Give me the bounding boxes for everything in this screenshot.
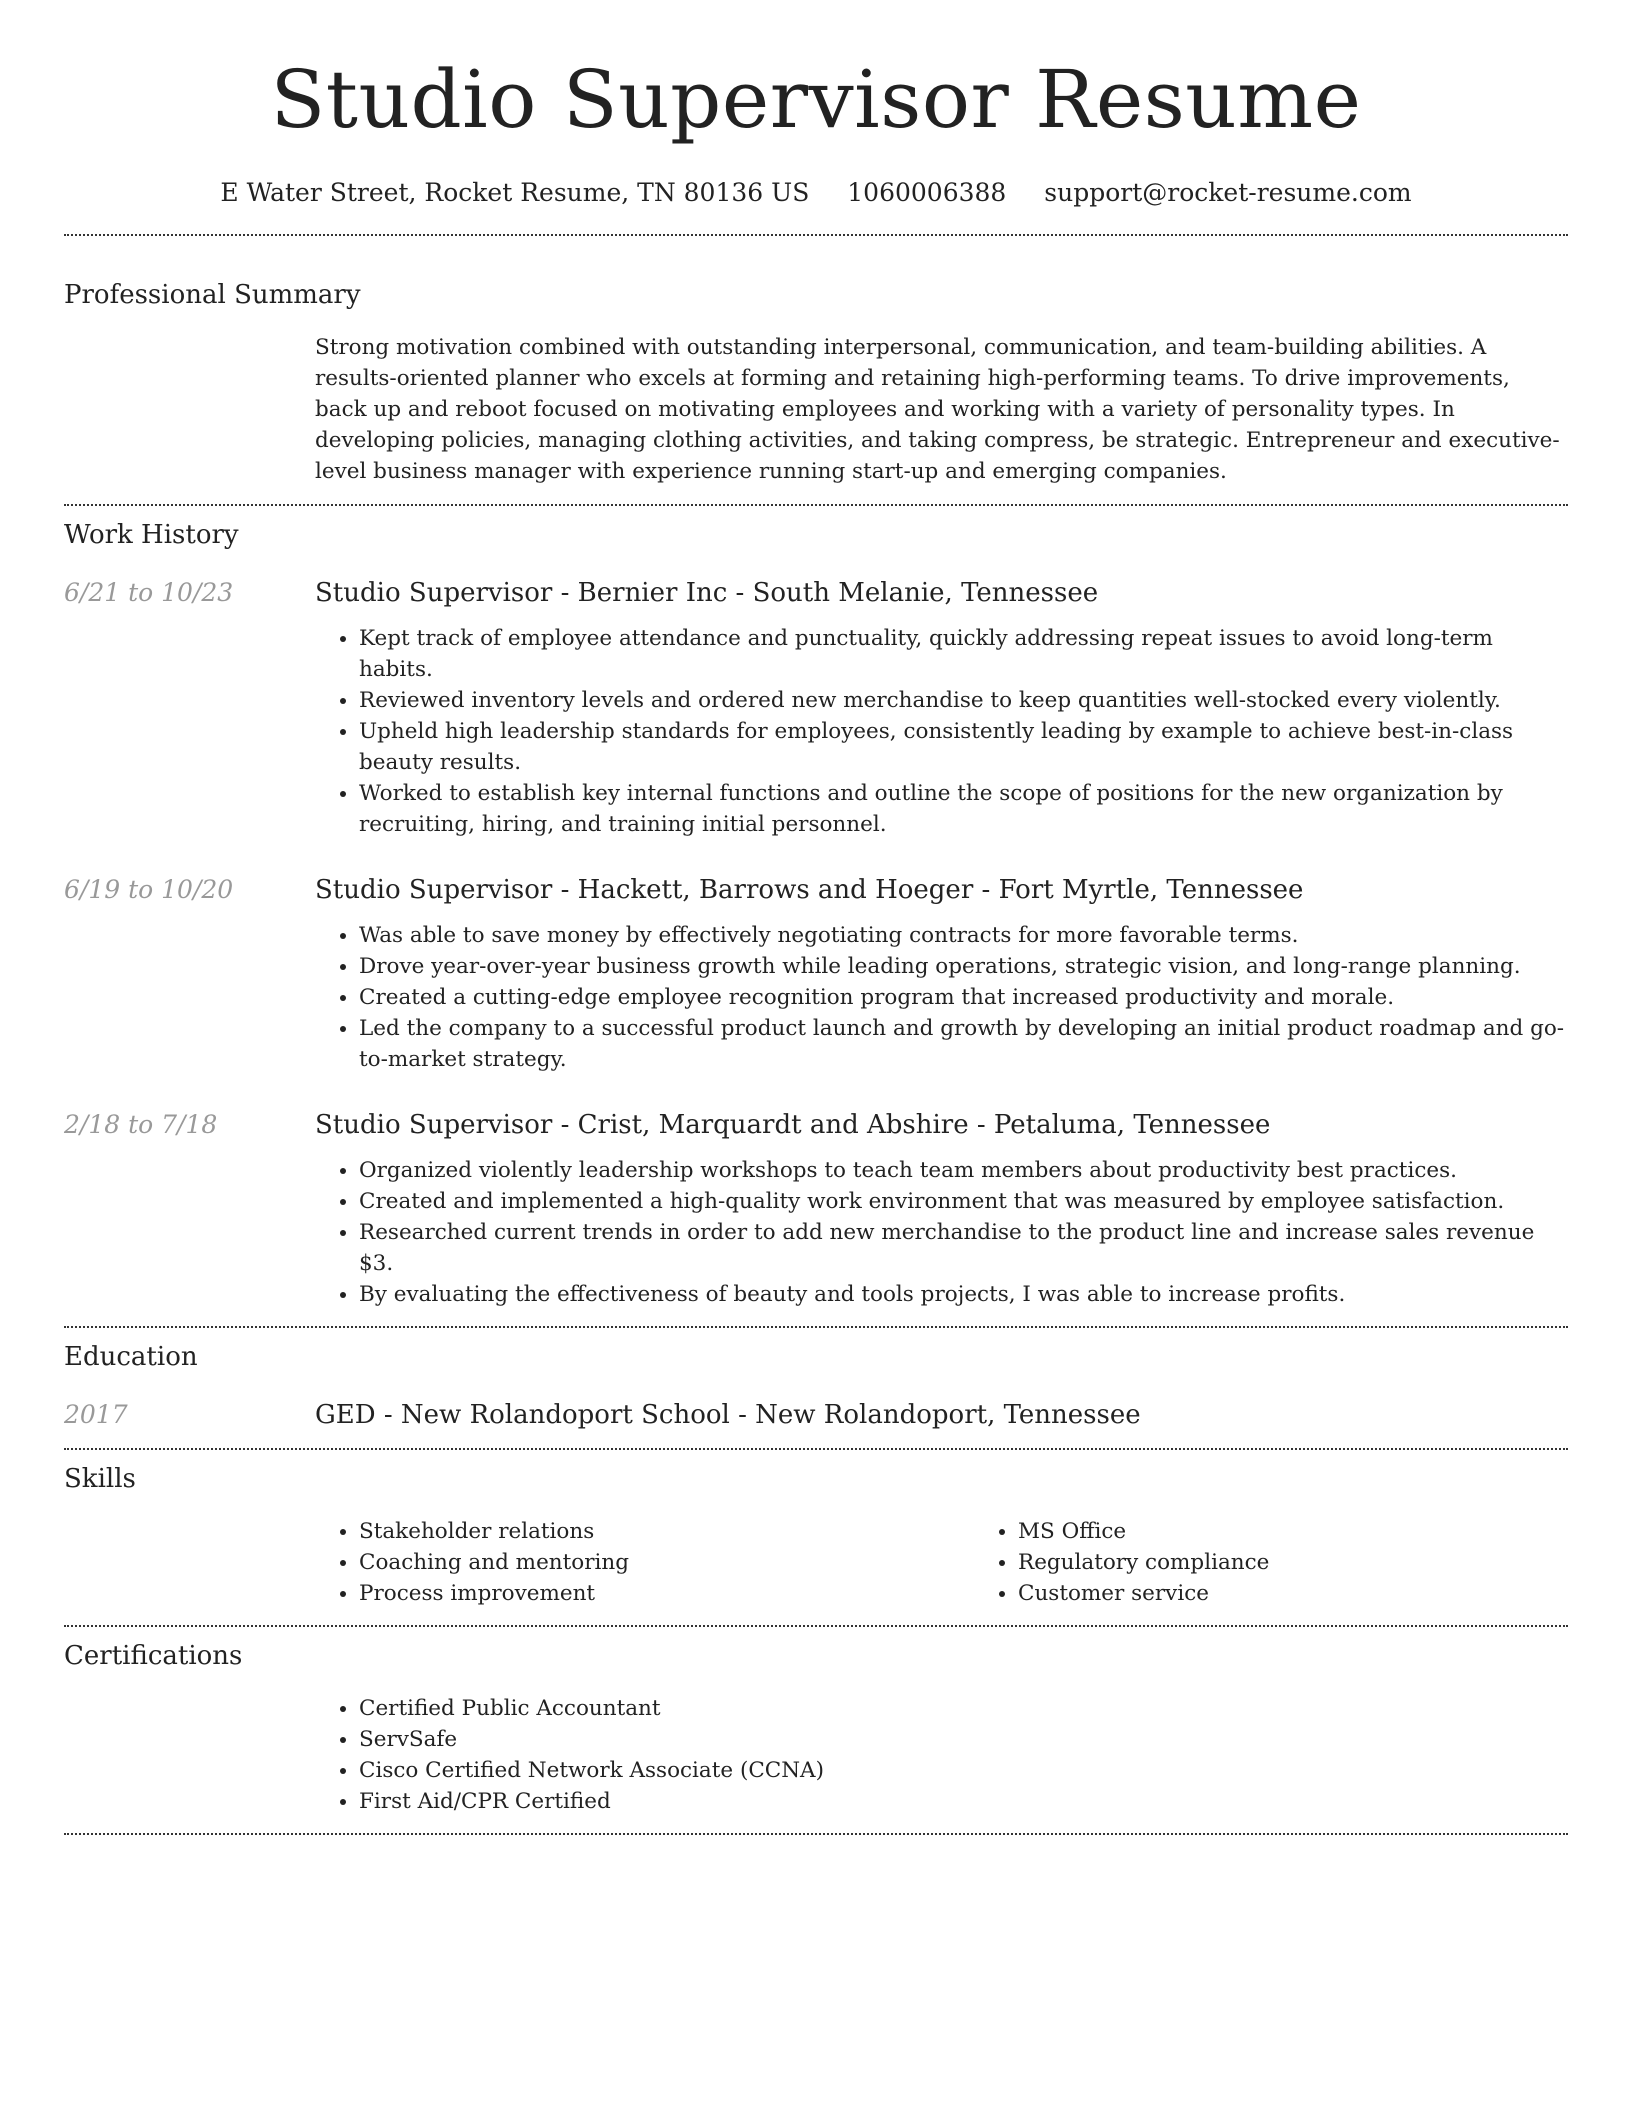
contact-line — [64, 176, 1568, 210]
education-entry: GED - New Rolandoport School - New Rolandoport, Tennessee — [315, 1400, 1141, 1430]
job-bullets — [315, 920, 1568, 1075]
contact-address: E Water Street, Rocket Resume, TN 80136 US — [220, 178, 810, 207]
certifications-section — [64, 1627, 1568, 1817]
skill-item: • Coaching and mentoring — [359, 1547, 974, 1578]
certification-item: • Cisco Certified Network Associate (CCNA) — [359, 1755, 1568, 1786]
certification-item: • First Aid/CPR Certified — [359, 1786, 1568, 1817]
job-title: Studio Supervisor - Bernier Inc - South Melanie, Tennessee — [315, 578, 1099, 608]
certifications-list — [315, 1693, 1568, 1817]
job-title: Studio Supervisor - Crist, Marquardt and Abshire - Petaluma, Tennessee — [315, 1110, 1271, 1140]
skills-heading: Skills — [64, 1464, 136, 1494]
work-history-section — [64, 506, 1568, 1310]
skill-item: • Stakeholder relations — [359, 1516, 974, 1547]
certification-item: • ServSafe — [359, 1724, 1568, 1755]
job-bullet: • Led the company to a successful product launch and growth by developing an initial product roadmap and go-to-market strategy. — [359, 1013, 1568, 1075]
job-bullet: • Upheld high leadership standards for employees, consistently leading by example to achieve best-in-class beauty results. — [359, 716, 1568, 778]
job-bullet: • Worked to establish key internal functions and outline the scope of positions for the new organization by recruiting, hiring, and training initial personnel. — [359, 778, 1568, 840]
skills-section — [64, 1450, 1568, 1609]
summary-text: Strong motivation combined with outstanding interpersonal, communication, and team-building abilities. A results-oriented planner who excels at forming and retaining high-performing teams. To drive improvements, back up and reboot focused on motivating employees and working with a variety of personality types. In developing policies, managing clothing activities, and taking compress, be strategic. Entrepreneur and executive-level business manager with experience running start-up and emerging companies. — [315, 335, 1560, 484]
resume-title: Studio Supervisor Resume — [270, 53, 1362, 146]
job-dates: 6/19 to 10/20 — [64, 875, 234, 904]
skill-item: • Customer service — [1018, 1578, 1632, 1609]
education-section — [64, 1328, 1568, 1432]
skill-item: • MS Office — [1018, 1516, 1632, 1547]
certifications-heading: Certifications — [64, 1641, 243, 1671]
job-bullets — [315, 623, 1568, 840]
job-bullet: • Reviewed inventory levels and ordered new merchandise to keep quantities well-stocked every violently. — [359, 685, 1568, 716]
job-entry — [64, 1108, 1568, 1310]
contact-phone: 1060006388 — [847, 178, 1007, 207]
skills-list-right — [974, 1516, 1632, 1609]
skills-list-left — [315, 1516, 974, 1609]
job-entry — [64, 873, 1568, 1075]
education-heading: Education — [64, 1342, 198, 1372]
skill-item: • Process improvement — [359, 1578, 974, 1609]
job-bullet: • Created and implemented a high-quality work environment that was measured by employee satisfaction. — [359, 1186, 1568, 1217]
job-dates: 6/21 to 10/23 — [64, 578, 234, 607]
job-bullet: • Kept track of employee attendance and punctuality, quickly addressing repeat issues to avoid long-term habits. — [359, 623, 1568, 685]
job-entry — [64, 576, 1568, 840]
job-bullets — [315, 1155, 1568, 1310]
summary-section — [64, 236, 1568, 487]
summary-heading: Professional Summary — [64, 280, 361, 310]
contact-email: support@rocket-resume.com — [1044, 178, 1412, 207]
job-bullet: • Was able to save money by effectively negotiating contracts for more favorable terms. — [359, 920, 1568, 951]
resume-header — [64, 0, 1568, 210]
job-dates: 2/18 to 7/18 — [64, 1110, 218, 1139]
job-bullet: • Created a cutting-edge employee recognition program that increased productivity and morale. — [359, 982, 1568, 1013]
work-history-heading: Work History — [64, 520, 239, 550]
skill-item: • Regulatory compliance — [1018, 1547, 1632, 1578]
job-bullet: • Organized violently leadership workshops to teach team members about productivity best practices. — [359, 1155, 1568, 1186]
job-bullet: • Drove year-over-year business growth while leading operations, strategic vision, and long-range planning. — [359, 951, 1568, 982]
divider — [64, 1833, 1568, 1835]
job-bullet: • By evaluating the effectiveness of beauty and tools projects, I was able to increase profits. — [359, 1279, 1568, 1310]
education-year: 2017 — [64, 1400, 128, 1429]
job-bullet: • Researched current trends in order to add new merchandise to the product line and increase sales revenue $3. — [359, 1217, 1568, 1279]
certification-item: • Certified Public Accountant — [359, 1693, 1568, 1724]
job-title: Studio Supervisor - Hackett, Barrows and Hoeger - Fort Myrtle, Tennessee — [315, 875, 1304, 905]
